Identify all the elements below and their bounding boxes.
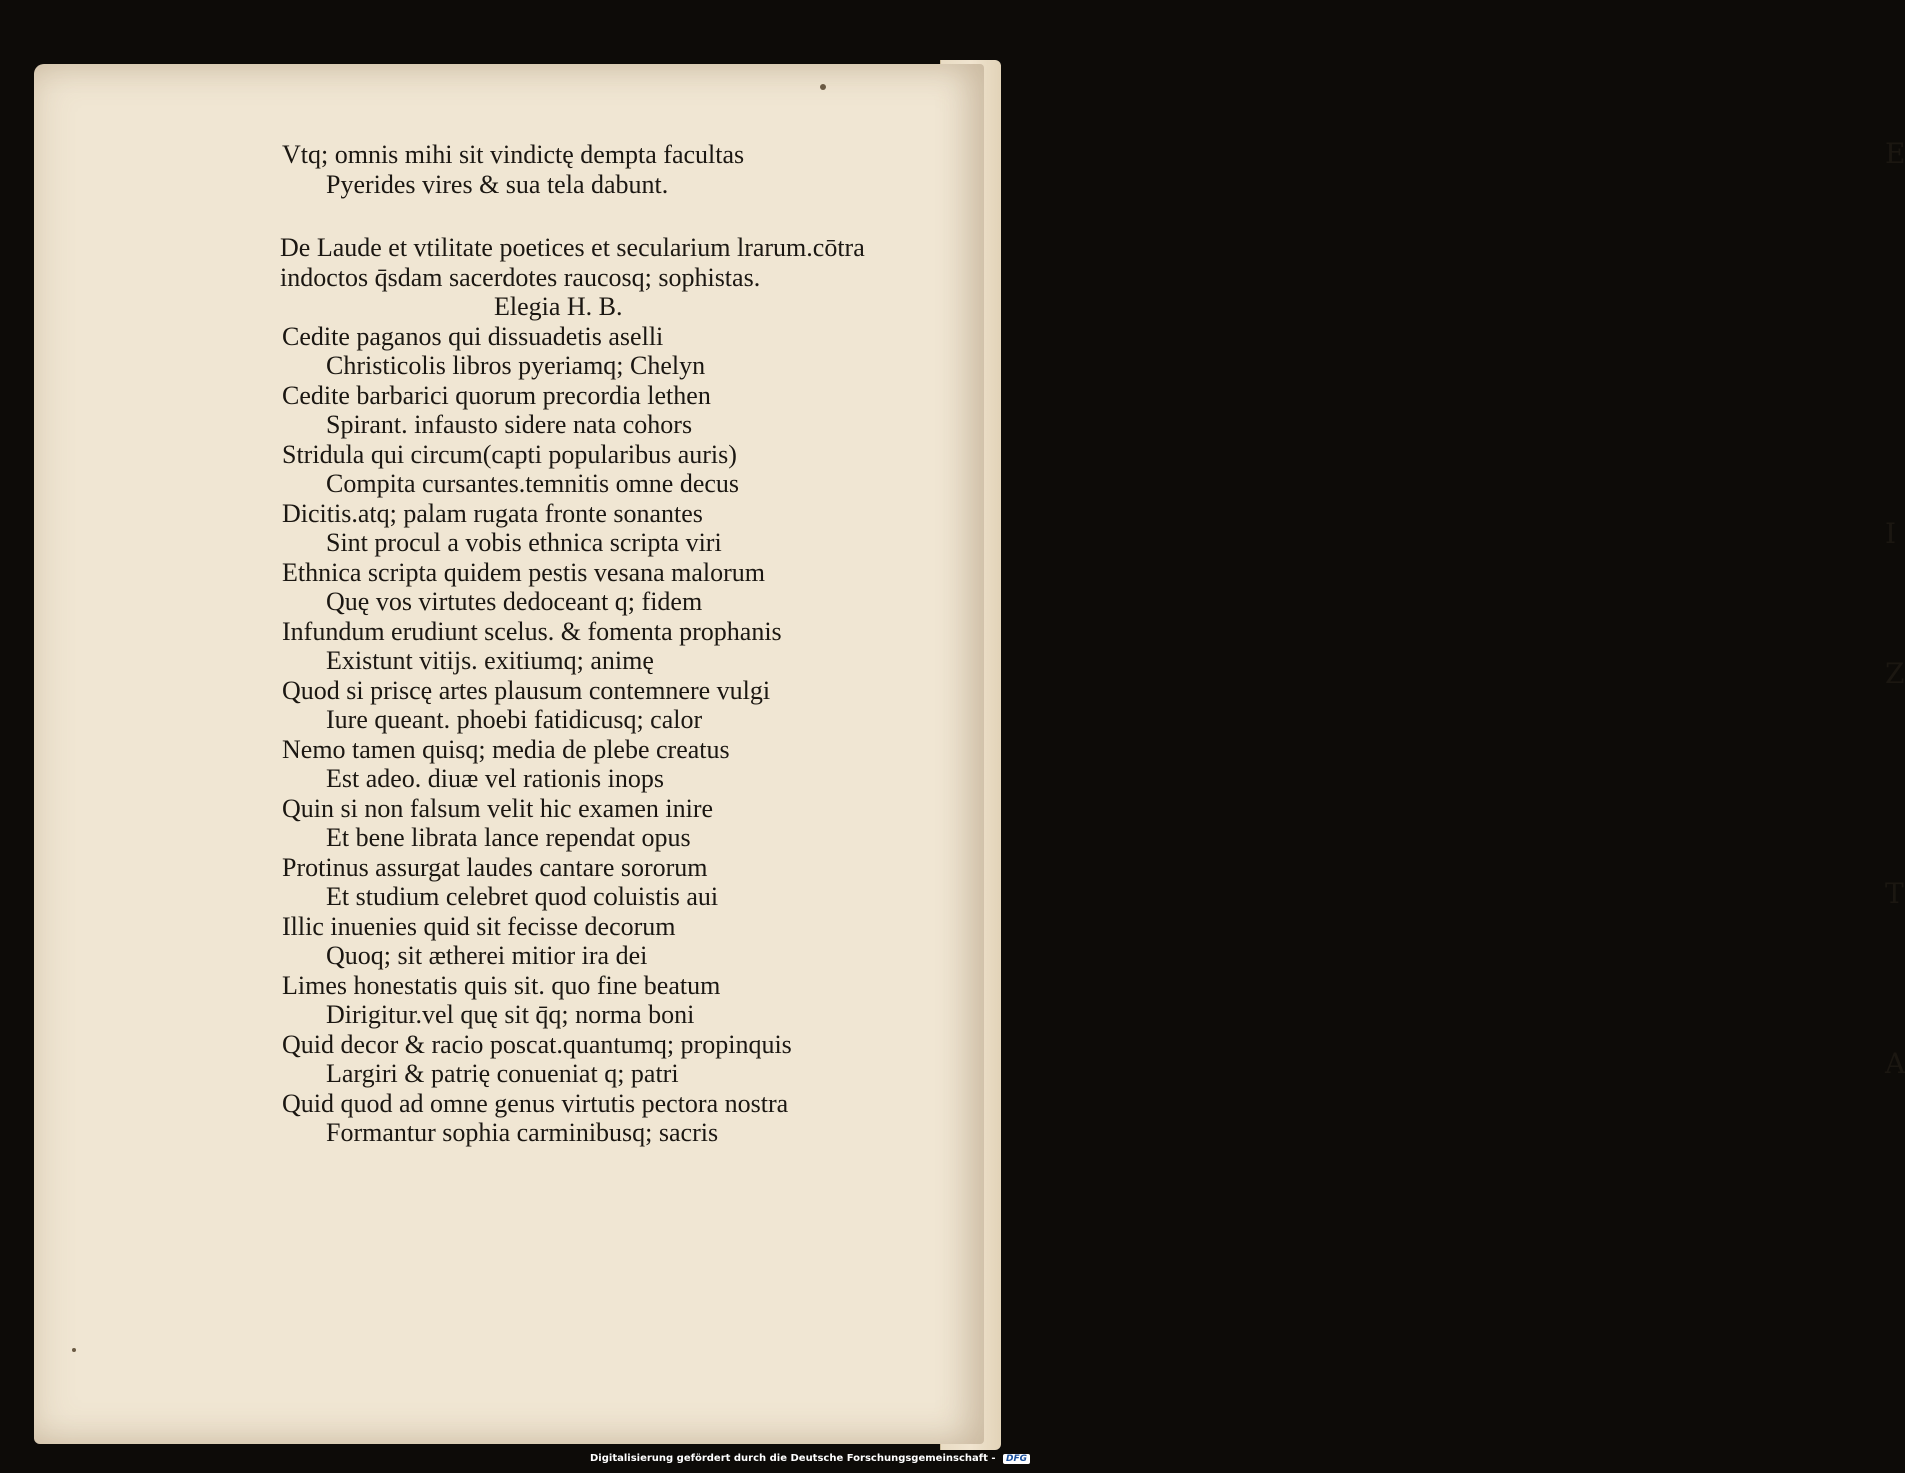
verse-line: Existunt vitijs. exitiumq; animę	[326, 646, 654, 675]
verse-line: Dicitis.atq; palam rugata fronte sonantes	[282, 498, 703, 528]
verse-line: Quę vos virtutes dedoceant q; fidem	[326, 587, 703, 616]
verse-line: Formantur sophia carminibusq; sacris	[326, 1118, 719, 1147]
section-gap	[280, 199, 940, 233]
verse-line: Ethnica scripta quidem pestis vesana malorum	[282, 557, 766, 587]
verse-line: Quoq; sit ætherei mitior ira dei	[326, 941, 648, 970]
verse-line: Quid decor & racio poscat.quantumq; propinquis	[282, 1029, 792, 1059]
verse-line: Vtq; omnis mihi sit vindictę dempta facultas	[282, 140, 745, 169]
verse-line: Nemo tamen quisq; media de plebe creatus	[282, 734, 730, 764]
verse-line: Sint procul a vobis ethnica scripta viri	[326, 528, 722, 557]
verse-line: Compita cursantes.temnitis omne decus	[326, 469, 740, 498]
verse-line: Illic inuenies quid sit fecisse decorum	[282, 911, 676, 941]
verse-line: Spirant. infausto sidere nata cohors	[326, 410, 693, 439]
verse-line: Pyerides vires & sua tela dabunt.	[326, 169, 669, 199]
verse-line: Iure queant. phoebi fatidicusq; calor	[326, 705, 703, 734]
section-heading	[280, 233, 940, 322]
verse-line: Cedite barbarici quorum precordia lethen	[282, 380, 711, 410]
verse-line: Quid quod ad omne genus virtutis pectora nostra	[282, 1088, 789, 1118]
heading-line: De Laude et vtilitate poetices et secularium lrarum.cōtra	[280, 233, 865, 262]
dfg-logo: DFG	[1003, 1454, 1030, 1464]
ink-speck	[72, 1348, 76, 1352]
heading-subtitle: Elegia H. B.	[494, 292, 623, 321]
page-text	[280, 140, 940, 1148]
verse-line: Et bene librata lance rependat opus	[326, 823, 691, 852]
verse-line: Dirigitur.vel quę sit q̄q; norma boni	[326, 1000, 695, 1029]
credit-text: Digitalisierung gefördert durch die Deutsche Forschungsgemeinschaft -	[590, 1453, 996, 1464]
bleed-through-mark: E	[1885, 137, 1905, 170]
verse-line: Cedite paganos qui dissuadetis aselli	[282, 321, 664, 351]
verse-line: Quod si priscę artes plausum contemnere vulgi	[282, 675, 771, 705]
heading-line: indoctos q̄sdam sacerdotes raucosq; sophistas.	[280, 262, 761, 292]
verse-line: Protinus assurgat laudes cantare sororum	[282, 852, 708, 882]
bleed-through-mark: Z	[1885, 657, 1905, 690]
opening-lines	[280, 140, 940, 199]
bleed-through-mark: I	[1885, 517, 1897, 550]
verse-line: Est adeo. diuæ vel rationis inops	[326, 764, 664, 793]
verse-line: Limes honestatis quis sit. quo fine beatum	[282, 970, 721, 1000]
verse-line: Largiri & patrię conueniat q; patri	[326, 1059, 679, 1088]
ink-speck	[820, 84, 826, 90]
verse-line: Quin si non falsum velit hic examen inire	[282, 793, 714, 823]
bleed-through-mark: A	[1885, 1047, 1905, 1080]
verse-line: Et studium celebret quod coluistis aui	[326, 882, 719, 911]
verse-line: Infundum erudiunt scelus. & fomenta prophanis	[282, 616, 782, 646]
digitization-credit	[590, 1453, 1030, 1464]
bleed-through-mark: T	[1885, 877, 1904, 910]
poem-body	[280, 322, 940, 1148]
verse-line: Stridula qui circum(capti popularibus auris)	[282, 439, 737, 469]
verse-line: Christicolis libros pyeriamq; Chelyn	[326, 351, 706, 380]
